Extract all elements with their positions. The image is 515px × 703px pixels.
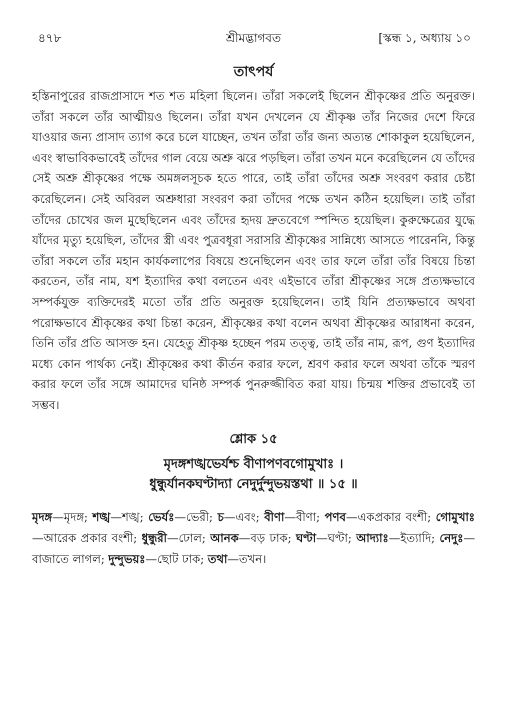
sanskrit-word: চ bbox=[217, 509, 224, 524]
word-meaning: —একপ্রকার বংশী; bbox=[345, 509, 436, 524]
word-meaning-item bbox=[142, 531, 211, 545]
word-meaning: —ঘণ্টা; bbox=[316, 530, 357, 545]
sanskrit-word: আদ্যাঃ bbox=[356, 530, 389, 545]
sanskrit-word: গোমুখাঃ bbox=[435, 509, 475, 524]
word-meaning: —ছোট ঢাক; bbox=[145, 551, 208, 566]
verse-line: মৃদঙ্গশঙ্খভের্যশ্চ বীণাপণবগোমুখাঃ । bbox=[163, 456, 344, 472]
sanskrit-word: আনক bbox=[210, 530, 239, 545]
purport-heading: তাৎপর্য bbox=[233, 64, 274, 80]
word-meaning: —আরেক প্রকার বংশী; bbox=[32, 530, 142, 545]
word-meaning: —এবং; bbox=[223, 509, 265, 524]
sanskrit-word: শঙ্খ bbox=[92, 509, 111, 524]
word-meaning-item bbox=[32, 510, 93, 524]
purport-paragraph: হস্তিনাপুরের রাজপ্রাসাদে শত শত মহিলা ছিলেন। তাঁরা সকলেই ছিলেন শ্রীকৃষ্ণের প্রতি অনুরক্ত। তাঁরা সকলে তাঁর আত্মীয়ও ছিলেন। তাঁরা যখন দেখলেন যে শ্রীকৃষ্ণ তাঁর নিজের দেশে ফিরে যাওয়ার জন্য প্রাসাদ ত্যাগ করে চলে যাচ্ছেন, তখন তাঁরা তাঁর জন্য অত্যন্ত শোকাকুল হয়েছিলেন, এবং স্বাভাবিকভাবেই তাঁদের গাল বেয়ে অশ্রু ঝরে পড়ছিল। তাঁরা তখন মনে করেছিলেন যে তাঁদের সেই অশ্রু শ্রীকৃষ্ণের পক্ষে অমঙ্গলসূচক হতে পারে, তাই তাঁরা তাঁদের অশ্রু সংবরণ করার চেষ্টা করেছিলেন। সেই অবিরল অশ্রুধারা সংবরণ করা তাঁদের পক্ষে তখন কঠিন হয়েছিল। তাই তাঁরা তাঁদের চোখের জল মুছেছিলেন এবং তাঁদের হৃদয় দ্রুতবেগে স্পন্দিত হয়েছিল। কুরুক্ষেত্রের যুদ্ধে যাঁদের মৃত্যু হয়েছিল, তাঁদের স্ত্রী এবং পুত্রবধূরা সরাসরি শ্রীকৃষ্ণের সান্নিধ্যে আসতে পারেননি, কিন্তু তাঁরা সকলে তাঁর মহান কার্যকলাপের বিষয়ে শুনেছিলেন এবং তার ফলে তাঁরা তাঁর বিষয়ে চিন্তা করতেন, তাঁর নাম, যশ ইত্যাদির কথা বলতেন এবং এইভাবে তাঁরা শ্রীকৃষ্ণের সঙ্গে প্রত্যক্ষভাবে সম্পর্কযুক্ত ব্যক্তিদেরই মতো তাঁর প্রতি অনুরক্ত হয়েছিলেন। তাই যিনি প্রত্যক্ষভাবে অথবা পরোক্ষভাবে শ্রীকৃষ্ণের কথা চিন্তা করেন, শ্রীকৃষ্ণের কথা বলেন অথবা শ্রীকৃষ্ণের আরাধনা করেন, তিনি তাঁর প্রতি আসক্ত হন। যেহেতু শ্রীকৃষ্ণ হচ্ছেন পরম তত্ত্ব, তাই তাঁর নাম, রূপ, গুণ ইত্যাদির মধ্যে কোন পার্থক্য নেই। শ্রীকৃষ্ণের কথা কীর্তন করার ফলে, শ্রবণ করার ফলে অথবা তাঁকে স্মরণ করার ফলে তাঁর সঙ্গে আমাদের ঘনিষ্ঠ সম্পর্ক পুনরুজ্জীবিত করা যায়। চিন্ময় শক্তির প্রভাবেই তা সম্ভব। bbox=[32, 89, 475, 412]
word-meaning: —শঙ্খ; bbox=[110, 509, 149, 524]
word-meaning-item bbox=[264, 510, 324, 524]
word-meaning-item bbox=[208, 552, 267, 566]
sanskrit-word: দুন্দুভয়ঃ bbox=[108, 551, 146, 566]
word-meaning: —ইত্যাদি; bbox=[388, 530, 440, 545]
verse-heading: শ্লোক ১৫ bbox=[229, 431, 278, 447]
word-meaning: —ভেরী; bbox=[174, 509, 218, 524]
sanskrit-word: ঘণ্টা bbox=[295, 530, 317, 545]
verse-line: ধুন্ধুর্যানকঘণ্টাদ্যা নেদুর্দুন্দুভয়স্তথা ॥ ১৫ ॥ bbox=[149, 476, 358, 492]
sanskrit-word: ধুন্ধুরী bbox=[141, 530, 167, 545]
running-header bbox=[32, 30, 475, 48]
word-meaning-item bbox=[148, 510, 217, 524]
word-meaning-item bbox=[356, 531, 439, 545]
word-meaning: —ঢোল; bbox=[167, 530, 211, 545]
word-meaning-item bbox=[325, 510, 436, 524]
page-number: ৪৭৮ bbox=[38, 31, 62, 45]
sanskrit-word: মৃদঙ্গ bbox=[32, 509, 53, 524]
word-meaning-item bbox=[108, 552, 207, 566]
word-meaning-item bbox=[218, 510, 265, 524]
verse-text bbox=[32, 455, 475, 495]
word-meaning: —মৃদঙ্গ; bbox=[52, 509, 93, 524]
sanskrit-word: নেদুঃ bbox=[439, 530, 464, 545]
sanskrit-word: তথা bbox=[207, 551, 228, 566]
sanskrit-word: বীণা bbox=[264, 509, 285, 524]
word-meaning-item bbox=[296, 531, 356, 545]
word-meaning-item bbox=[210, 531, 296, 545]
word-for-word-meanings bbox=[32, 507, 475, 570]
sanskrit-word: পণব bbox=[324, 509, 346, 524]
word-meaning: —বড় ঢাক; bbox=[238, 530, 296, 545]
word-meaning: —তখন। bbox=[227, 551, 267, 566]
word-meaning-item bbox=[93, 510, 149, 524]
book-title: শ্রীমদ্ভাগবত bbox=[225, 31, 281, 45]
sanskrit-word: ভের্যঃ bbox=[148, 509, 175, 524]
word-meaning: —বীণা; bbox=[284, 509, 325, 524]
word-meaning: —বাজাতে লাগল; bbox=[32, 530, 476, 566]
section-reference: [স্কন্ধ ১, অধ্যায় ১০ bbox=[378, 31, 471, 45]
